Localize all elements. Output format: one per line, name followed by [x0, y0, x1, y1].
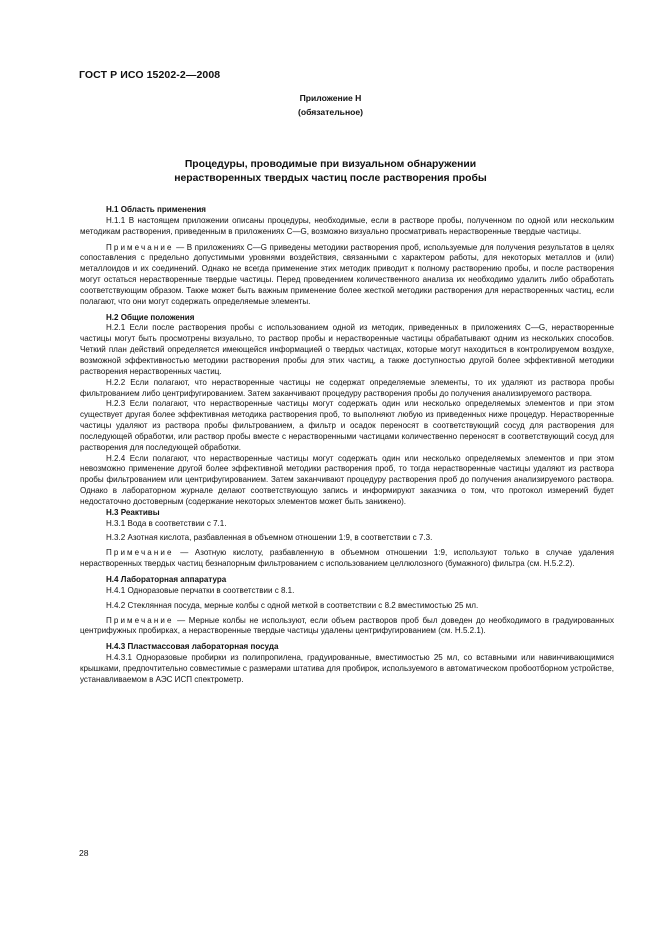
annex-status: (обязательное)	[297, 107, 364, 117]
note-label: Примечание	[106, 615, 174, 625]
annex-title-line-1: Процедуры, проводимые при визуальном обнаружении	[184, 159, 477, 170]
paragraph-n-4-2: Н.4.2 Стеклянная посуда, мерные колбы с одной меткой в соответствии с 8.2 вместимостью 25 мл.	[106, 600, 479, 610]
paragraph-n-2-1: Н.2.1 Если после растворения пробы с использованием одной из методик, приведенных в приложениях С—G, нерастворенные частицы могут быть просмотрены визуально, то раствор пробы и нерастворенные частицы обрабатывают одним из нескольких способов. Четкий план действий определяется имеющейся информацией о твердых частицах, которые могут находиться в контролируемом воздухе, возможной эффективностью методики растворения пробы для этих частиц, а также доступностью другой более эффективной методики растворения нерастворенных частиц.	[80, 323, 614, 376]
paragraph-n-2-3: Н.2.3 Если полагают, что нерастворенные частицы могут содержать один или несколько определяемых элементов и при этом существует другая более эффективная методика растворения проб, то выполняют любую из приведенных ниже процедур. Нерастворенные частицы удаляют из раствора пробы фильтрованием, а фильтр и осадок переносят в соответствующий сосуд для растворения для последующей обработки, или раствор пробы вместе с нерастворенными частицами количественно переносят в соответствующий сосуд для растворения для последующей обработки.	[80, 399, 614, 452]
paragraph-n-1-1: Н.1.1 В настоящем приложении описаны процедуры, необходимые, если в растворе пробы, полученном по одной или нескольким методикам растворения, приведенным в приложениях С—G, возможно визуально просматривать нерастворенные твердые частицы.	[80, 215, 614, 236]
section-heading-n3: Н.3 Реактивы	[106, 507, 160, 517]
section-heading-n2: Н.2 Общие положения	[106, 312, 195, 322]
note-label: Примечание	[106, 242, 174, 252]
annex-title-line-2: нерастворенных твердых частиц после растворения пробы	[174, 173, 487, 184]
note-1-text: — В приложениях С—G приведены методики растворения проб, используемые для получения результатов в целях сопоставления с предельно допустимыми уровнями воздействия, связанными с характером работы, для некоторых металлов и (или) металлоидов и их соединений. Однако не всегда применение этих методик приводит к полному растворению пробы, и после растворения могут остаться нерастворенные твердые частицы. Перед проведением количественного анализа их необходимо удалить либо обработать соответствующим образом. Также может быть важным применение более жесткой методики растворения для нерастворенных частиц, если полагают, что они могут содержать определяемые элементы.	[80, 242, 614, 306]
note-3	[80, 616, 614, 638]
note-2-text: — Азотную кислоту, разбавленную в объемном отношении 1:9, используют только в случае удаления нерастворенных твердых частиц безнапорным фильтрованием с использованием целлюлозного (бумажного) фильтра (см. Н.5.2.2).	[80, 548, 614, 569]
note-3-text: — Мерные колбы не используют, если объем растворов проб был доведен до необходимого в градуированных центрифужных пробирках, а нерастворенные твердые частицы удалены центрифугированием (см. Н.5.2.1).	[80, 615, 614, 636]
section-heading-n4: Н.4 Лабораторная аппаратура	[106, 575, 227, 584]
paragraph-n-3-2: Н.3.2 Азотная кислота, разбавленная в объемном отношении 1:9, в соответствии с 7.3.	[106, 533, 433, 543]
annex-label: Приложение Н	[299, 93, 362, 103]
paragraph-n-4-1: Н.4.1 Одноразовые перчатки в соответствии с 8.1.	[106, 585, 295, 595]
document-body	[80, 205, 614, 686]
note-2	[80, 548, 614, 570]
paragraph-n-2-4: Н.2.4 Если полагают, что нерастворенные частицы могут содержать один или несколько определяемых элементов и при этом невозможно применение другой более эффективной методики растворения проб, то тогда нерастворенные частицы удаляют из раствора пробы фильтрованием или центрифугированием. Затем заканчивают процедуру растворения проб до получения анализируемого раствора. Однако в лабораторном журнале делают соответствующую запись и информируют заказчика о том, что протокол измерений будет недостаточно достоверным (содержание некоторых элементов может быть занижено).	[80, 453, 614, 506]
paragraph-n-3-1: Н.3.1 Вода в соответствии с 7.1.	[106, 518, 227, 528]
section-heading-n1: Н.1 Область применения	[106, 205, 206, 214]
section-heading-n4-3: Н.4.3 Пластмассовая лабораторная посуда	[106, 642, 279, 652]
document-code: ГОСТ Р ИСО 15202-2—2008	[79, 69, 221, 81]
note-label: Примечание	[106, 548, 174, 558]
note-1	[80, 243, 614, 308]
paragraph-n-4-3-1: Н.4.3.1 Одноразовые пробирки из полипропилена, градуированные, вместимостью 25 мл, со вставными или навинчивающимися крышками, предпочтительно совместимые с размерами штатива для пробирок, используемого в автоматическом пробоотборном устройстве, устанавливаемом в АЭС ИСП спектрометр.	[80, 653, 614, 684]
page-number: 28	[79, 848, 89, 858]
paragraph-n-2-2: Н.2.2 Если полагают, что нерастворенные частицы не содержат определяемые элементы, то их удаляют из раствора пробы фильтрованием либо центрифугированием. Затем заканчивают процедуру растворения пробы до получения анализируемого раствора.	[80, 377, 614, 398]
